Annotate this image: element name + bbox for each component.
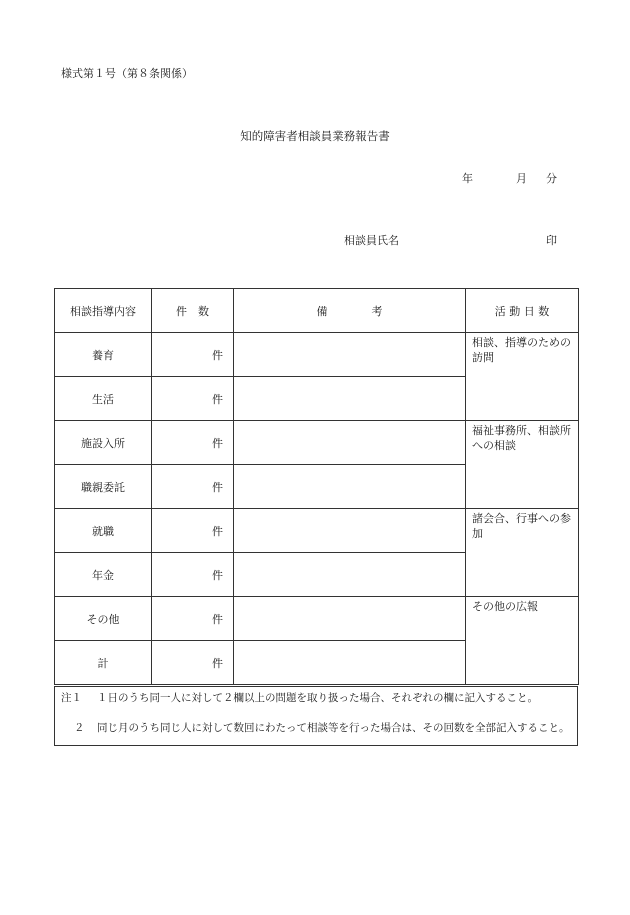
row-remarks-cell[interactable] [234, 377, 466, 421]
header-category: 相談指導内容 [55, 289, 152, 333]
table-row [55, 421, 579, 465]
table-row [55, 333, 579, 377]
name-line [344, 232, 557, 248]
month-label: 月 [516, 172, 527, 185]
report-table [54, 288, 579, 685]
row-category: 計 [55, 641, 152, 685]
document-title: 知的障害者相談員業務報告書 [240, 129, 390, 143]
row-count-cell[interactable]: 件 [152, 553, 234, 597]
counselor-name-label: 相談員氏名 [344, 234, 399, 247]
row-count-cell[interactable]: 件 [152, 597, 234, 641]
note-item-1: １日のうち同一人に対して２欄以上の問題を取り扱った場合、それぞれの欄に記入すること。 [97, 692, 538, 704]
notes-box [54, 686, 578, 746]
header-count: 件 数 [152, 289, 234, 333]
seal-label: 印 [546, 234, 557, 247]
form-number: 様式第１号（第８条関係） [61, 67, 193, 80]
note-item-2-number: ２ [74, 722, 85, 734]
header-activity: 活 動 日 数 [466, 289, 579, 333]
date-line [462, 170, 557, 186]
activity-cell: 福祉事務所、相談所への相談 [466, 421, 579, 509]
row-count-cell[interactable]: 件 [152, 641, 234, 685]
row-remarks-cell[interactable] [234, 641, 466, 685]
activity-cell: 相談、指導のための訪問 [466, 333, 579, 421]
row-remarks-cell[interactable] [234, 597, 466, 641]
row-category: 養育 [55, 333, 152, 377]
row-remarks-cell[interactable] [234, 333, 466, 377]
row-remarks-cell[interactable] [234, 465, 466, 509]
row-category: その他 [55, 597, 152, 641]
row-remarks-cell[interactable] [234, 509, 466, 553]
activity-cell: その他の広報 [466, 597, 579, 685]
table-row [55, 509, 579, 553]
row-remarks-cell[interactable] [234, 421, 466, 465]
row-category: 職親委託 [55, 465, 152, 509]
row-count-cell[interactable]: 件 [152, 509, 234, 553]
row-remarks-cell[interactable] [234, 553, 466, 597]
year-label: 年 [462, 172, 473, 185]
table-header-row [55, 289, 579, 333]
row-category: 生活 [55, 377, 152, 421]
row-category: 施設入所 [55, 421, 152, 465]
period-label: 分 [546, 172, 557, 185]
row-count-cell[interactable]: 件 [152, 377, 234, 421]
row-category: 就職 [55, 509, 152, 553]
activity-cell: 諸会合、行事への参加 [466, 509, 579, 597]
header-remarks: 備 考 [234, 289, 466, 333]
note-item-2: 同じ月のうち同じ人に対して数回にわたって相談等を行った場合は、その回数を全部記入すること。 [97, 722, 570, 734]
row-count-cell[interactable]: 件 [152, 465, 234, 509]
row-category: 年金 [55, 553, 152, 597]
table-row [55, 597, 579, 641]
row-count-cell[interactable]: 件 [152, 333, 234, 377]
notes-label: 注１ [61, 692, 82, 704]
row-count-cell[interactable]: 件 [152, 421, 234, 465]
